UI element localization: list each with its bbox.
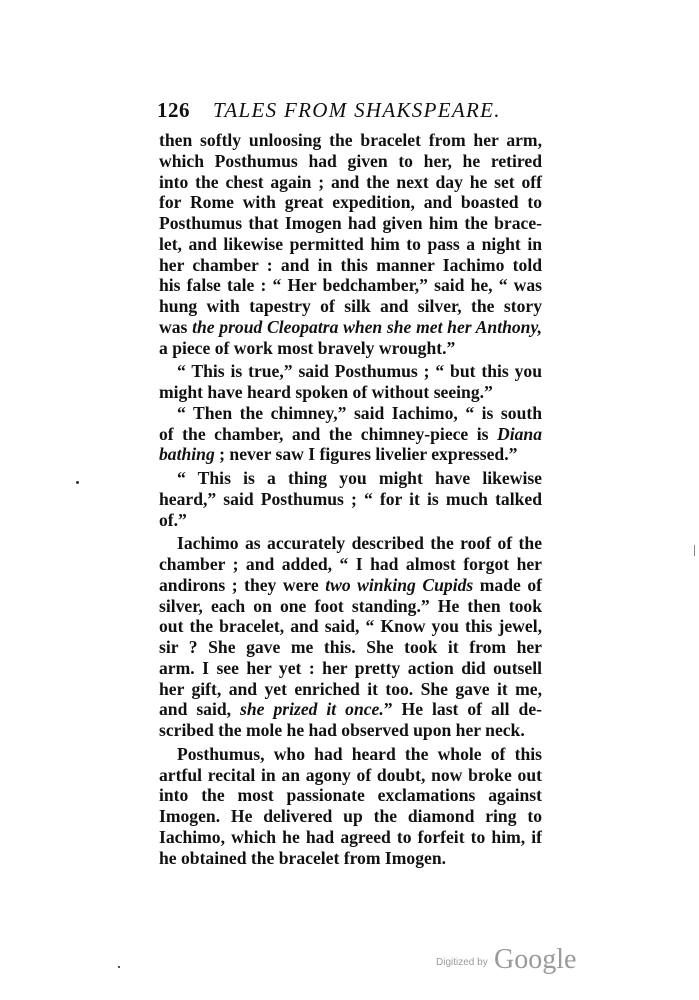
text-line: which Posthumus had given to her, he retired xyxy=(159,150,542,171)
text-line: “ Then the chimney,” said Iachimo, “ is south xyxy=(177,402,542,423)
text-line: her chamber : and in this manner Iachimo told xyxy=(159,254,542,275)
text-line: of.” xyxy=(159,509,187,530)
italic-phrase: the proud Cleopatra when she met her Anthony, xyxy=(192,316,543,337)
text-line: artful recital in an agony of doubt, now broke out xyxy=(159,764,542,785)
text-line: hung with tapestry of silk and silver, the story xyxy=(159,296,542,316)
margin-dot-mark xyxy=(76,481,79,484)
italic-phrase: bathing xyxy=(159,444,215,465)
watermark-prefix: Digitized by xyxy=(436,957,488,968)
text-line: then softly unloosing the bracelet from her arm, xyxy=(159,130,542,150)
paragraph xyxy=(159,403,542,465)
margin-tick-mark xyxy=(694,545,695,556)
text-line: “ This is a thing you might have likewise xyxy=(177,468,542,488)
paragraph xyxy=(159,744,542,869)
text-line: and said, she prized it once.” He last of all de- xyxy=(159,699,542,720)
text-line: into the chest again ; and the next day he set off xyxy=(159,171,542,192)
text-line: heard,” said Posthumus ; “ for it is much talked xyxy=(159,488,542,509)
italic-phrase: she prized it once. xyxy=(240,699,384,720)
text-line: chamber ; and added, “ I had almost forgot her xyxy=(159,554,542,574)
running-title: TALES FROM SHAKSPEARE. xyxy=(213,98,501,122)
google-logo: Google xyxy=(494,944,577,975)
text-line: might have heard spoken of without seeing.” xyxy=(159,382,493,402)
text-line: let, and likewise permitted him to pass a night in xyxy=(159,233,542,254)
body-text xyxy=(159,130,542,868)
google-watermark xyxy=(436,944,586,978)
text-line: her gift, and yet enriched it too. She gave it me, xyxy=(159,678,542,699)
text-line: “ This is true,” said Posthumus ; “ but this you xyxy=(177,361,542,382)
paragraph xyxy=(159,533,542,741)
text-line: a piece of work most bravely wrought.” xyxy=(159,337,456,358)
text-line: his false tale : “ Her bedchamber,” said he, “ was xyxy=(159,275,542,296)
text-line: Iachimo as accurately described the roof of the xyxy=(177,533,542,554)
text-line: arm. I see her yet : her pretty action did outsell xyxy=(159,657,542,678)
text-line: bathing ; never saw I figures livelier expressed.” xyxy=(159,444,518,465)
text-line: Posthumus, who had heard the whole of this xyxy=(177,743,542,764)
text-line: sir ? She gave me this. She took it from her xyxy=(159,637,542,657)
page-number: 126 xyxy=(157,98,190,122)
text-line: out the bracelet, and said, “ Know you this jewel, xyxy=(159,616,542,637)
margin-speck-mark xyxy=(118,966,120,968)
text-line: he obtained the bracelet from Imogen. xyxy=(159,847,446,868)
paragraph xyxy=(159,361,542,403)
page-header xyxy=(157,98,547,128)
text-line: was the proud Cleopatra when she met her Anthony, xyxy=(159,316,543,337)
italic-phrase: two winking Cupids xyxy=(325,574,474,595)
italic-phrase: Diana xyxy=(497,423,542,444)
text-line: for Rome with great expedition, and boasted to xyxy=(159,192,542,213)
text-line: Imogen. He delivered up the diamond ring to xyxy=(159,806,542,826)
text-line: into the most passionate exclamations against xyxy=(159,785,542,806)
text-line: Posthumus that Imogen had given him the brace- xyxy=(159,213,542,233)
text-line: of the chamber, and the chimney-piece is Diana xyxy=(159,423,542,444)
paragraph xyxy=(159,468,542,530)
text-line: andirons ; they were two winking Cupids made of xyxy=(159,574,542,595)
text-line: scribed the mole he had observed upon her neck. xyxy=(159,720,525,740)
text-line: Iachimo, which he had agreed to forfeit to him, if xyxy=(159,826,542,847)
text-line: silver, each on one foot standing.” He then took xyxy=(159,595,542,616)
paragraph xyxy=(159,130,542,358)
